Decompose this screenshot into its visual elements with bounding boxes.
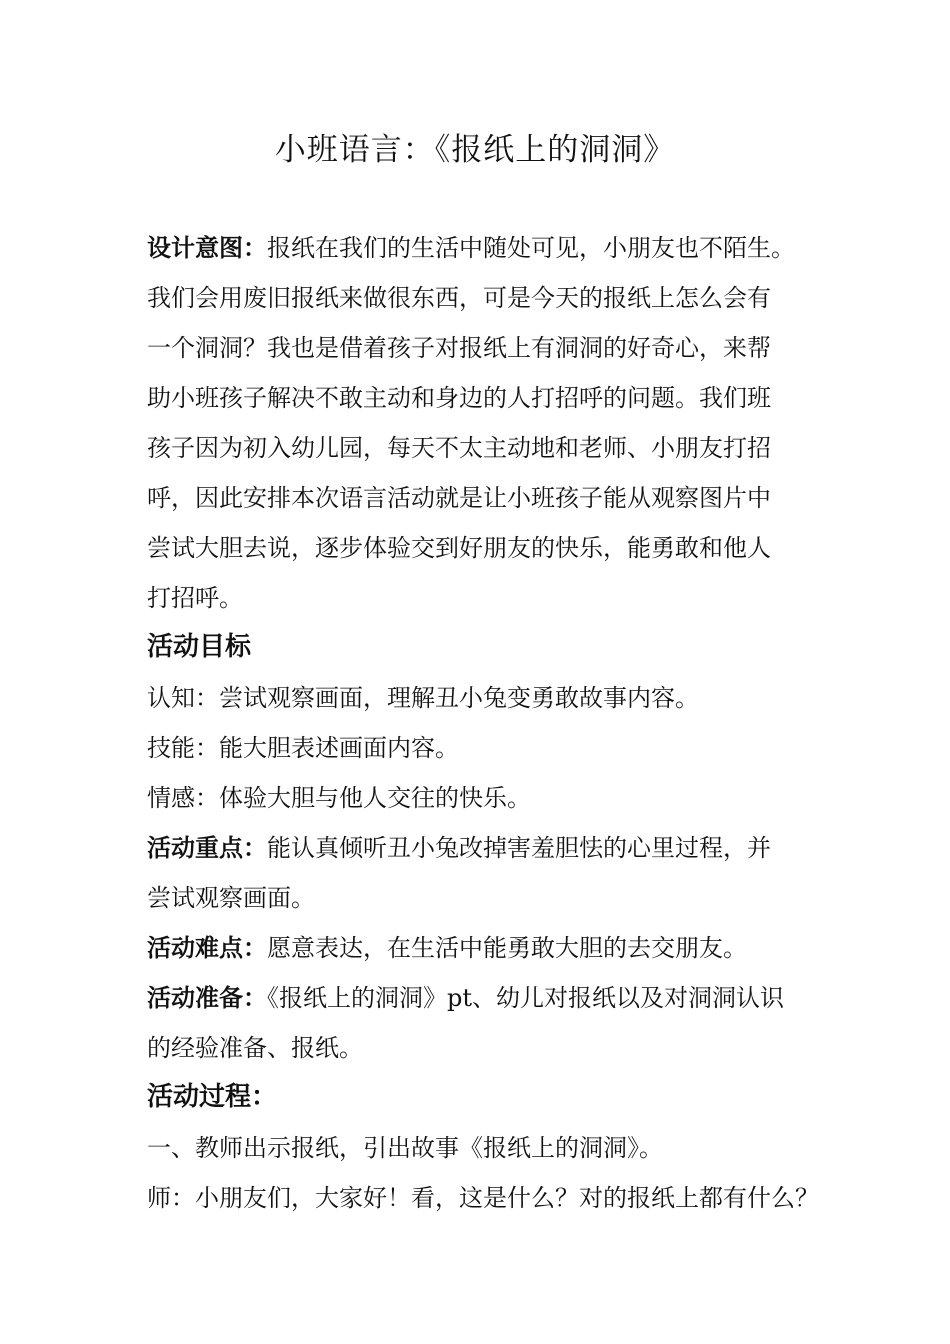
design-intent-line-4: 助小班孩子解决不敢主动和身边的人打招呼的问题。我们班 xyxy=(147,384,771,412)
design-intent-line-7: 尝试大胆去说，逐步体验交到好朋友的快乐，能勇敢和他人 xyxy=(147,534,771,562)
key-point-text: 能认真倾听丑小兔改掉害羞胆怯的心里过程，并 xyxy=(267,834,771,862)
design-intent-text: 报纸在我们的生活中随处可见，小朋友也不陌生。 xyxy=(267,234,795,262)
goal-item-cognition: 认知：尝试观察画面，理解丑小兔变勇敢故事内容。 xyxy=(147,684,699,712)
preparation-line-1 xyxy=(147,980,784,1016)
preparation-text: 《报纸上的洞洞》pt、幼儿对报纸以及对洞洞认识 xyxy=(267,984,785,1012)
goal-item-skill: 技能：能大胆表述画面内容。 xyxy=(147,734,459,762)
goal-item-emotion: 情感：体验大胆与他人交往的快乐。 xyxy=(147,784,531,812)
key-point-line-2: 尝试观察画面。 xyxy=(147,884,315,912)
process-heading: 活动过程： xyxy=(147,1082,278,1112)
design-intent-line-1 xyxy=(147,230,795,266)
key-point-label: 活动重点： xyxy=(147,834,267,862)
document-title: 小班语言：《报纸上的洞洞》 xyxy=(274,132,676,168)
difficulty-text: 愿意表达，在生活中能勇敢大胆的去交朋友。 xyxy=(267,934,747,962)
process-line-1: 一、教师出示报纸，引出故事《报纸上的洞洞》。 xyxy=(147,1134,663,1162)
design-intent-line-6: 呼，因此安排本次语言活动就是让小班孩子能从观察图片中 xyxy=(147,484,771,512)
goals-heading: 活动目标 xyxy=(147,632,252,662)
design-intent-line-8: 打招呼。 xyxy=(147,584,243,612)
design-intent-label: 设计意图： xyxy=(147,234,267,262)
design-intent-line-5: 孩子因为初入幼儿园，每天不太主动地和老师、小朋友打招 xyxy=(147,434,771,462)
design-intent-line-3: 一个洞洞？我也是借着孩子对报纸上有洞洞的好奇心，来帮 xyxy=(147,334,771,362)
process-line-2: 师：小朋友们，大家好！看，这是什么？对的报纸上都有什么？ xyxy=(147,1184,819,1212)
difficulty-label: 活动难点： xyxy=(147,934,267,962)
preparation-line-2: 的经验准备、报纸。 xyxy=(147,1034,363,1062)
design-intent-line-2: 我们会用废旧报纸来做很东西，可是今天的报纸上怎么会有 xyxy=(147,284,771,312)
key-point-line-1 xyxy=(147,830,771,866)
preparation-label: 活动准备： xyxy=(147,984,267,1012)
difficulty-line xyxy=(147,930,747,966)
